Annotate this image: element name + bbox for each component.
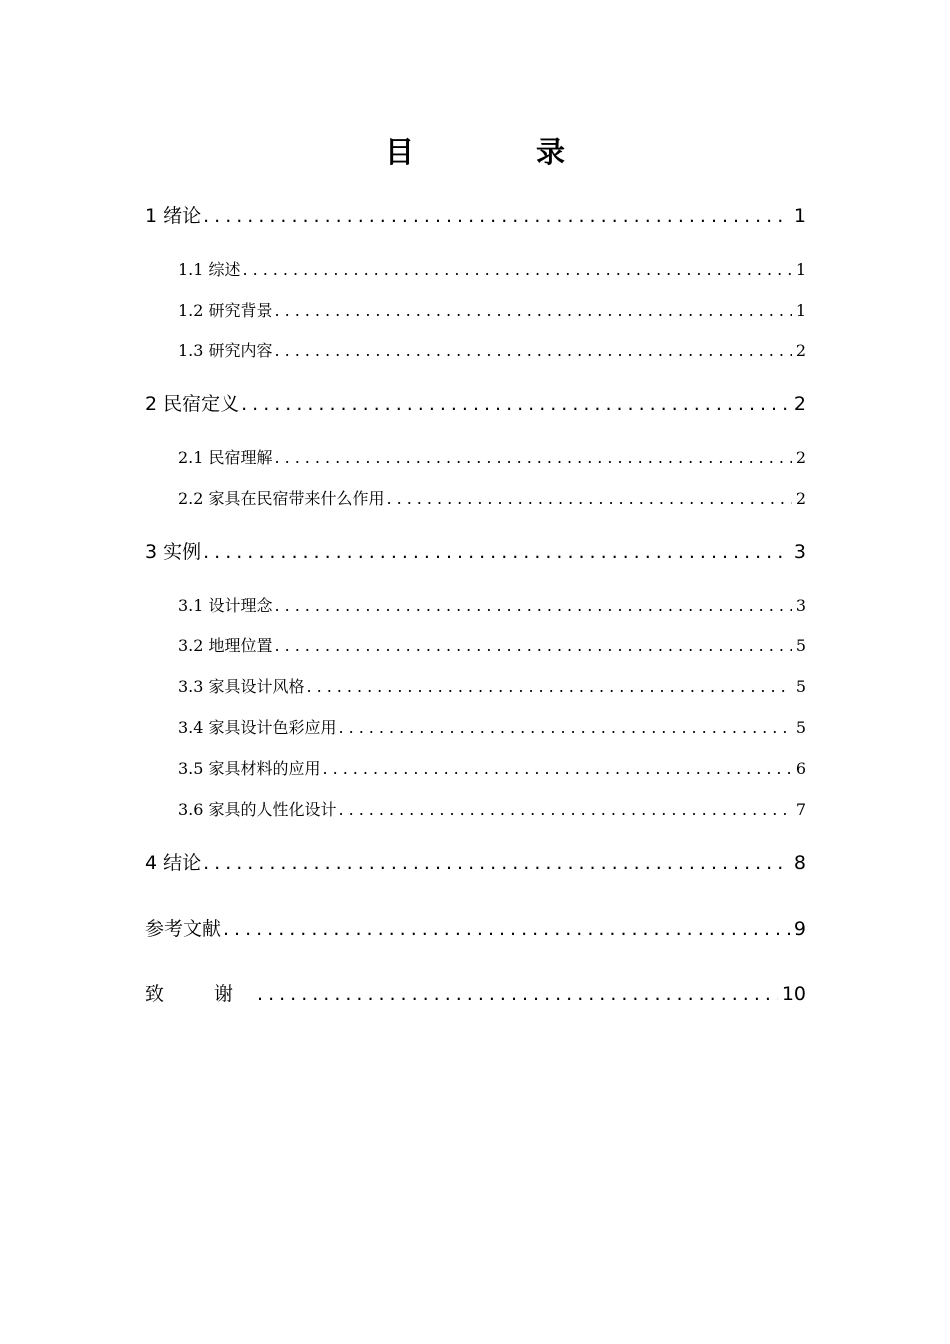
toc-entry-section-3-5[interactable] [178, 757, 806, 781]
toc-entry-page: 2 [795, 489, 806, 508]
toc-entry-page: 6 [795, 759, 806, 778]
toc-entry-acknowledgements[interactable] [145, 980, 806, 1008]
toc-entry-page: 5 [795, 677, 806, 696]
toc-entry-references[interactable] [145, 915, 806, 943]
toc-leader-dots [275, 446, 792, 470]
toc-entry-label: 1 绪论 [145, 205, 202, 227]
toc-entry-section-2-2[interactable] [178, 487, 806, 511]
toc-leader-dots [257, 980, 778, 1008]
toc-leader-dots [339, 798, 792, 822]
toc-entry-section-3-3[interactable] [178, 675, 806, 699]
toc-entry-label: 3.2 地理位置 [178, 636, 273, 655]
toc-entry-label: 3 实例 [145, 541, 202, 563]
toc-entry-page: 2 [793, 393, 806, 415]
toc-entry-page: 1 [795, 301, 806, 320]
toc-entry-page: 5 [795, 636, 806, 655]
toc-leader-dots [339, 716, 792, 740]
toc-entry-label: 2.1 民宿理解 [178, 448, 273, 467]
toc-entry-label: 3.4 家具设计色彩应用 [178, 718, 337, 737]
toc-entry-chapter-2[interactable] [145, 390, 806, 418]
toc-leader-dots [243, 258, 792, 282]
toc-entry-label: 1.2 研究背景 [178, 301, 273, 320]
toc-leader-dots [387, 487, 792, 511]
toc-leader-dots [275, 594, 792, 618]
toc-entry-label: 3.1 设计理念 [178, 596, 273, 615]
toc-leader-dots [275, 634, 792, 658]
toc-leader-dots [203, 538, 790, 566]
toc-entry-section-1-3[interactable] [178, 339, 806, 363]
toc-entry-chapter-1[interactable] [145, 202, 806, 230]
toc-entry-chapter-3[interactable] [145, 538, 806, 566]
toc-entry-section-1-2[interactable] [178, 299, 806, 323]
toc-entry-label: 1.1 综述 [178, 260, 241, 279]
toc-leader-dots [203, 849, 790, 877]
toc-entry-label: 3.5 家具材料的应用 [178, 759, 321, 778]
toc-entry-page: 2 [795, 341, 806, 360]
toc-entry-label: 3.3 家具设计风格 [178, 677, 305, 696]
toc-entry-label: 2.2 家具在民宿带来什么作用 [178, 489, 385, 508]
toc-leader-dots [241, 390, 790, 418]
toc-leader-dots [275, 299, 792, 323]
toc-entry-page: 8 [793, 852, 806, 874]
toc-entry-section-3-6[interactable] [178, 798, 806, 822]
toc-entry-page: 3 [795, 596, 806, 615]
toc-entry-section-3-2[interactable] [178, 634, 806, 658]
toc-leader-dots [275, 339, 792, 363]
toc-entry-page: 2 [795, 448, 806, 467]
toc-entry-label: 1.3 研究内容 [178, 341, 273, 360]
toc-entry-section-2-1[interactable] [178, 446, 806, 470]
toc-entry-chapter-4[interactable] [145, 849, 806, 877]
toc-entry-label: 2 民宿定义 [145, 393, 240, 415]
toc-entry-page: 9 [793, 918, 806, 940]
toc-leader-dots [223, 915, 790, 943]
toc-leader-dots [307, 675, 792, 699]
toc-entry-page: 5 [795, 718, 806, 737]
toc-entry-label: 4 结论 [145, 852, 202, 874]
toc-entry-page: 7 [795, 800, 806, 819]
toc-entry-label: 参考文献 [145, 918, 222, 940]
toc-entry-section-1-1[interactable] [178, 258, 806, 282]
toc-entry-section-3-1[interactable] [178, 594, 806, 618]
toc-leader-dots [323, 757, 792, 781]
toc-entry-page: 1 [795, 260, 806, 279]
toc-entry-page: 1 [793, 205, 806, 227]
toc-entry-label: 致 谢 [145, 983, 256, 1005]
toc-leader-dots [203, 202, 790, 230]
page-title: 目 录 [384, 135, 622, 169]
toc-entry-page: 10 [781, 983, 806, 1005]
toc-entry-label: 3.6 家具的人性化设计 [178, 800, 337, 819]
toc-entry-section-3-4[interactable] [178, 716, 806, 740]
toc-entry-page: 3 [793, 541, 806, 563]
